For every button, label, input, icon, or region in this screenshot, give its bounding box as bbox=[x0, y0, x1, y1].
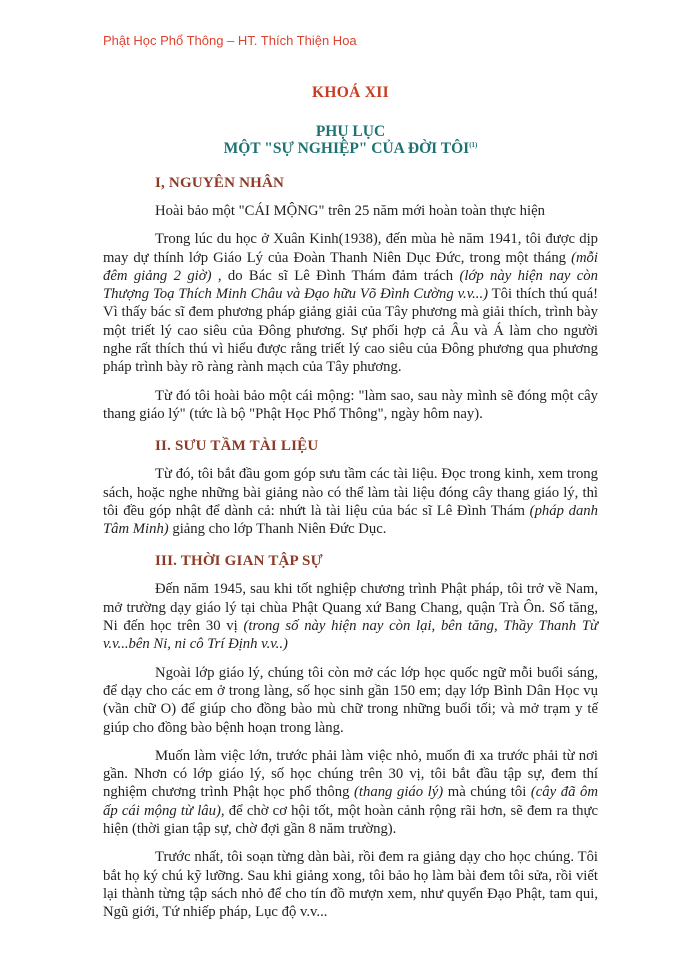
main-title: MỘT "SỰ NGHIỆP" CỦA ĐỜI TÔI bbox=[223, 140, 470, 157]
italic-text-run: (pháp danh Tâm Minh) bbox=[103, 502, 598, 538]
paragraph bbox=[103, 230, 598, 376]
text-run: mà chúng tôi bbox=[443, 784, 531, 801]
text-run: Tôi thích thú quá! Vì thấy bác sĩ đem phương pháp giảng giải của Tây phương mà giải thích, trình bày một triết lý cao siêu của Đông phương. Sự phối hợp cả Âu và Á làm cho người nghe rất thích thú vì hiểu được rằng triết lý cao siêu của Đông phương qua phương pháp trình bày rõ ràng rành mạch của Tây phương. bbox=[103, 286, 599, 376]
italic-text-run: (lớp này hiện nay còn Thượng Toạ Thích Minh Châu và Đạo hữu Võ Đình Cường v.v...) bbox=[103, 267, 598, 303]
text-run: Từ đó, tôi bắt đầu gom góp sưu tầm các tài liệu. Đọc trong kinh, xem trong sách, hoặc nghe những bài giảng nào có thể làm tài liệu đóng cây thang giáo lý, thì tôi đều góp nhật để dành cả: nhứt là tài liệu của bác sĩ Lê Đình Thám bbox=[103, 466, 598, 519]
course-title: KHOÁ XII bbox=[312, 84, 389, 101]
text-run: Muốn làm việc lớn, trước phải làm việc nhỏ, muốn đi xa trước phải từ nơi gần. Nhơn có lớp giáo lý, số học chúng trên 30 vị, tôi bắt đầu tập sự, đem thí nghiệm chương trình Phật học phổ thông bbox=[103, 747, 598, 801]
section-heading: III. THỜI GIAN TẬP SỰ bbox=[155, 553, 323, 570]
text-run: Hoài bảo một "CÁI MỘNG" trên 25 năm mới hoàn toàn thực hiện bbox=[155, 203, 545, 219]
section-heading: II. SƯU TẦM TÀI LIỆU bbox=[155, 438, 319, 455]
footnote-marker: (1) bbox=[469, 140, 478, 149]
section-heading: I, NGUYÊN NHÂN bbox=[155, 175, 285, 191]
paragraph bbox=[103, 465, 598, 538]
italic-text-run: (trong số này hiện nay còn lại, bên tăng, Thầy Thanh Từ v.v...bên Ni, ni cô Trí Định v.v..) bbox=[103, 618, 598, 653]
text-run: Trước nhất, tôi soạn từng dàn bài, rồi đem ra giảng dạy cho học chúng. Tôi bắt họ ký chú kỹ lưỡng. Sau khi giảng xong, tôi bảo họ làm bài đem tôi sửa, rồi viết lại thành từng tập sách nhỏ để cho tín đồ mượn xem, như quyển Đạo Phật, tam qui, Ngũ giới, Tứ nhiếp pháp, Lục độ v.v... bbox=[103, 849, 598, 921]
italic-text-run: (thang giáo lý) bbox=[354, 784, 444, 801]
paragraph bbox=[103, 747, 598, 838]
text-run: Từ đó tôi hoài bảo một cái mộng: "làm sao, sau này mình sẽ đóng một cây thang giáo lý" (tức là bộ "Phật Học Phổ Thông", ngày hôm nay). bbox=[103, 387, 598, 422]
italic-text-run: (mỗi đêm giảng 2 giờ) bbox=[103, 249, 598, 284]
document-title-block bbox=[103, 123, 598, 157]
paragraph bbox=[103, 202, 598, 220]
text-run: để chờ cơ hội tốt, một hoàn cảnh rộng rãi hơn, sẽ đem ra thực hiện (thời gian tập sự, chờ đợi gần 8 năm trường). bbox=[103, 802, 598, 838]
document-header: Phật Học Phổ Thông – HT. Thích Thiện Hoa bbox=[103, 33, 357, 48]
text-run: giảng cho lớp Thanh Niên Đức Dục. bbox=[168, 521, 387, 538]
italic-text-run: (cây đã ôm ấp cái mộng từ lâu), bbox=[103, 784, 598, 819]
main-title-line bbox=[103, 140, 598, 157]
subtitle-phu-luc: PHỤ LỤC bbox=[315, 123, 386, 140]
text-run: Đến năm 1945, sau khi tốt nghiệp chương trình Phật pháp, tôi trở về Nam, mở trường dạy giáo lý tại chùa Phật Quang xứ Bang Chang, quận Trà Ôn. Số tăng, Ni đến học trên 30 vị bbox=[103, 581, 598, 635]
paragraph bbox=[103, 848, 598, 921]
text-run: Ngoài lớp giáo lý, chúng tôi còn mở các lớp học quốc ngữ mỗi buổi sáng, để dạy cho các em ở trong làng, số học sinh gần 150 em; dạy lớp Bình Dân Học vụ (vần chữ O) để giúp cho đồng bào mù chữ trong những buổi tối; và mở trạm y tế giúp cho đồng bào bệnh hoạn trong làng. bbox=[103, 664, 598, 736]
text-run: , do Bác sĩ Lê Đình Thám đảm trách bbox=[211, 267, 460, 284]
text-run: Trong lúc du học ở Xuân Kinh(1938), đến mùa hè năm 1941, tôi được dịp may dự thính lớp Giáo Lý của Đoàn Thanh Niên Dục Đức, trong một tháng bbox=[103, 231, 598, 266]
paragraph bbox=[103, 664, 598, 737]
paragraph bbox=[103, 387, 598, 424]
document-body bbox=[103, 174, 598, 922]
paragraph bbox=[103, 580, 598, 653]
